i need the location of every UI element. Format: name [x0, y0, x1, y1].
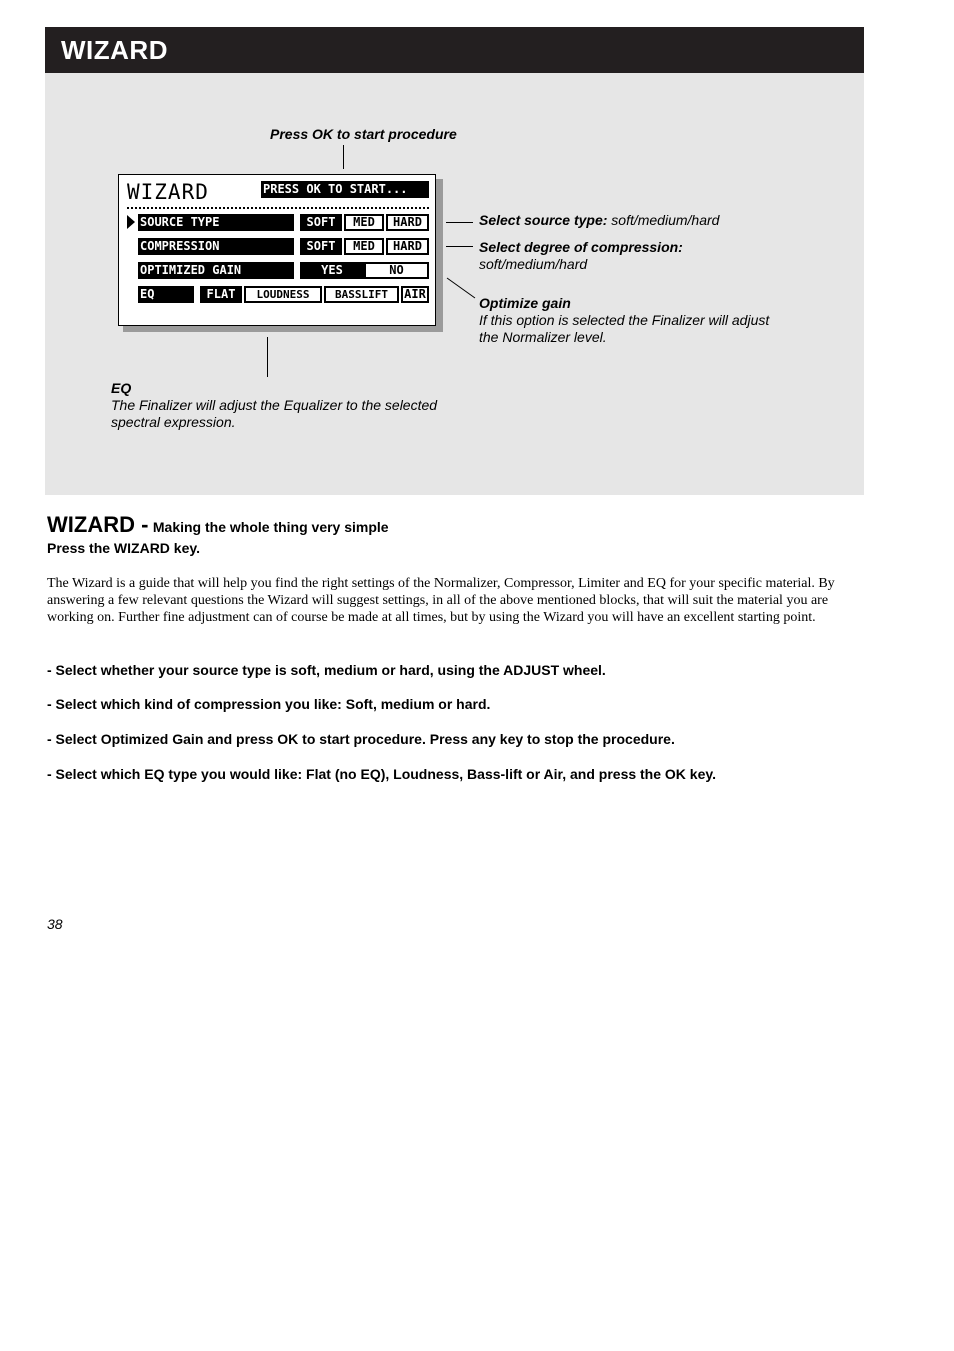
- step-item: - Select whether your source type is soft, medium or hard, using the ADJUST wheel.: [47, 662, 606, 678]
- annotation-compression-values: soft/medium/hard: [479, 256, 588, 272]
- leader-line-optimize: [445, 276, 477, 300]
- lcd-option-soft: SOFT: [300, 238, 342, 255]
- section-heading: [47, 512, 389, 538]
- lcd-divider: [127, 207, 429, 209]
- lcd-option-no: NO: [364, 262, 429, 279]
- step-item: - Select which kind of compression you like: Soft, medium or hard.: [47, 696, 491, 712]
- header-bar: [45, 27, 864, 73]
- leader-line-compression: [446, 246, 473, 247]
- section-title: WIZARD -: [47, 512, 149, 537]
- lcd-option-hard: HARD: [386, 238, 429, 255]
- annotation-source-type-title: Select source type:: [479, 212, 608, 228]
- instruction-line: Press the WIZARD key.: [47, 540, 201, 556]
- annotation-compression: [479, 239, 683, 273]
- step-item: - Select which EQ type you would like: Flat (no EQ), Loudness, Bass-lift or Air, and press the OK key.: [47, 766, 717, 782]
- lcd-option-basslift: BASSLIFT: [324, 286, 399, 303]
- body-paragraph: The Wizard is a guide that will help you find the right settings of the Normalizer, Compressor, Limiter and EQ for your specific material. By answering a few relevant questions the Wizard will suggest settings, in all of the above mentioned blocks, that will suit the material you are working on. Further fine adjustment can of course be made at all times, but by using the Wizard you will have an excellent starting point.: [47, 576, 835, 626]
- leader-line-eq: [267, 337, 268, 377]
- annotation-eq-line2: spectral expression.: [111, 414, 236, 430]
- annotation-eq-title: EQ: [111, 380, 132, 396]
- lcd-option-loudness: LOUDNESS: [244, 286, 322, 303]
- lcd-option-soft: SOFT: [300, 214, 342, 231]
- annotation-optimize-line2: the Normalizer level.: [479, 329, 607, 345]
- lcd-row-eq-label: EQ: [138, 286, 194, 303]
- step-item: - Select Optimized Gain and press OK to start procedure. Press any key to stop the procedure.: [47, 731, 675, 747]
- annotation-eq-line1: The Finalizer will adjust the Equalizer to the selected: [111, 397, 438, 413]
- lcd-option-flat: FLAT: [200, 286, 242, 303]
- leader-line-source-type: [446, 222, 473, 223]
- lcd-option-hard: HARD: [386, 214, 429, 231]
- lcd-option-yes: YES: [300, 262, 364, 279]
- lcd-row-optimized-gain-label: OPTIMIZED GAIN: [138, 262, 294, 279]
- leader-line-press-ok: [343, 145, 344, 169]
- page-title: WIZARD: [61, 35, 168, 65]
- annotation-source-type: [479, 212, 719, 229]
- annotation-eq: [111, 380, 437, 431]
- annotation-optimize-line1: If this option is selected the Finalizer will adjust: [479, 312, 770, 328]
- lcd-display: [118, 174, 436, 326]
- annotation-source-type-values: soft/medium/hard: [611, 212, 720, 228]
- lcd-title: WIZARD: [127, 180, 209, 204]
- section-subtitle: Making the whole thing very simple: [152, 519, 389, 535]
- page-number: 38: [47, 916, 63, 932]
- selection-arrow-icon: [127, 215, 135, 229]
- lcd-option-air: AIR: [401, 286, 429, 303]
- lcd-option-med: MED: [344, 214, 384, 231]
- lcd-status: PRESS OK TO START...: [261, 181, 429, 198]
- annotation-optimize-gain: [479, 295, 769, 346]
- lcd-row-source-type-label: SOURCE TYPE: [138, 214, 294, 231]
- lcd-row-compression-label: COMPRESSION: [138, 238, 294, 255]
- lcd-option-med: MED: [344, 238, 384, 255]
- annotation-press-ok: Press OK to start procedure: [270, 126, 457, 142]
- annotation-compression-title: Select degree of compression:: [479, 239, 683, 255]
- annotation-optimize-title: Optimize gain: [479, 295, 571, 311]
